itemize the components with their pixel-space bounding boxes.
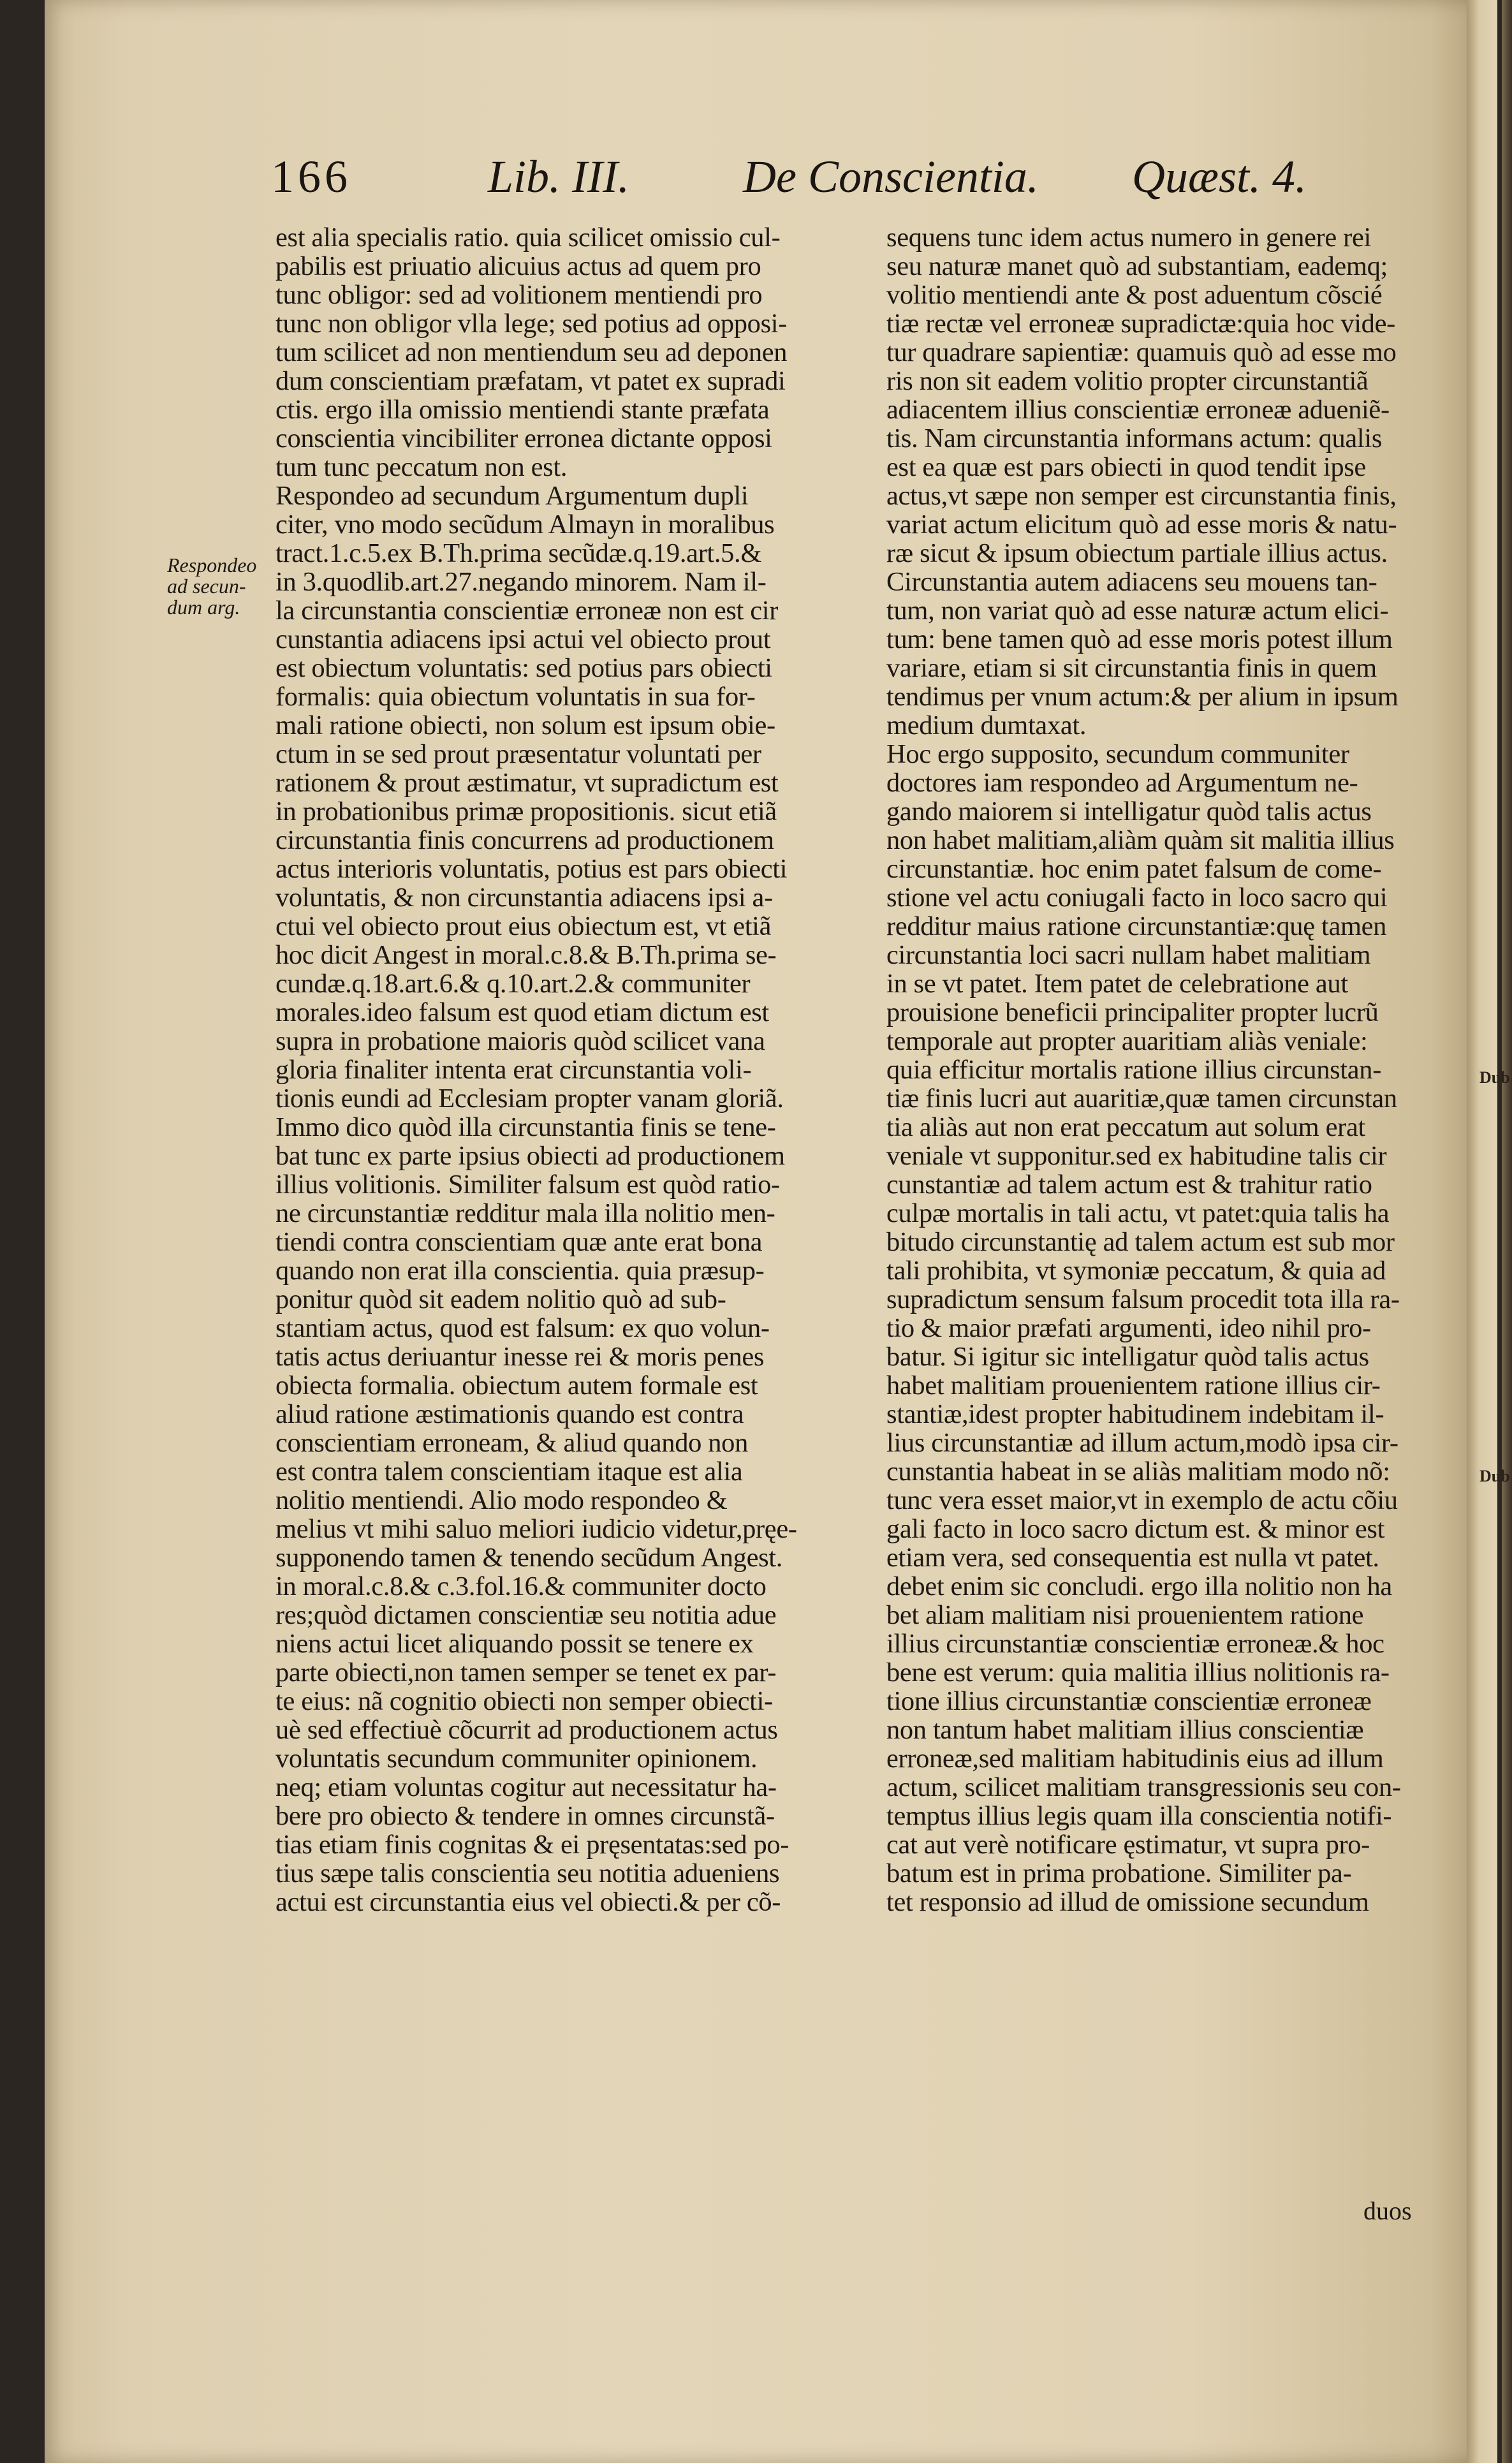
text-line: nolitio mentiendi. Alio modo respondeo & [275, 1485, 728, 1515]
text-line: actui est circunstantia eius vel obiecti.& per cõ- [275, 1887, 781, 1917]
margin-note-line: dum arg. [167, 596, 240, 619]
text-line: tum, non variat quò ad esse naturæ actum elici- [886, 596, 1389, 626]
text-line: ponitur quòd sit eadem nolitio quò ad sub- [275, 1284, 726, 1314]
text-line: variat actum elicitum quò ad esse moris & natu- [886, 510, 1397, 540]
text-line: tatis actus deriuantur inesse rei & moris penes [275, 1342, 765, 1372]
text-line: Immo dico quòd illa circunstantia finis se tene- [275, 1112, 776, 1142]
text-line: tiæ rectæ vel erroneæ supradictæ:quia hoc vide- [886, 309, 1395, 339]
text-line: tio & maior præfati argumenti, ideo nihil pro- [886, 1313, 1371, 1343]
text-line: illius circunstantiæ conscientiæ erroneæ.& hoc [886, 1629, 1384, 1659]
text-line: supra in probatione maioris quòd scilicet vana [275, 1026, 765, 1056]
text-line: pabilis est priuatio alicuius actus ad quem pro [275, 251, 761, 281]
text-line: quando non erat illa conscientia. quia præsup- [275, 1256, 765, 1286]
text-line: culpæ mortalis in tali actu, vt patet:quia talis ha [886, 1198, 1390, 1228]
text-line: te eius: nã cognitio obiecti non semper obiecti- [275, 1686, 773, 1716]
text-line: tunc non obligor vlla lege; sed potius ad opposi- [275, 309, 788, 339]
text-line: tunc obligor: sed ad volitionem mentiendi pro [275, 280, 763, 310]
left-column [275, 223, 853, 1916]
text-line: est obiectum voluntatis: sed potius pars obiecti [275, 653, 772, 683]
text-line: tius sæpe talis conscientia seu notitia adueniens [275, 1858, 780, 1888]
text-line: bene est verum: quia malitia illius nolitionis ra- [886, 1658, 1390, 1687]
text-line: non tantum habet malitiam illius conscientiæ [886, 1715, 1364, 1745]
adjacent-page-fragment: Dub [1479, 1467, 1510, 1485]
text-line: est contra talem conscientiam itaque est alia [275, 1457, 743, 1487]
margin-note-line: ad secun- [167, 575, 246, 598]
text-line: bere pro obiecto & tendere in omnes circunstã- [275, 1801, 775, 1831]
adjacent-page-edge [1467, 0, 1510, 2463]
text-line: temptus illius legis quam illa conscientia notifi- [886, 1801, 1392, 1831]
text-line: circunstantia finis concurrens ad productionem [275, 825, 774, 855]
text-line: volitio mentiendi ante & post aduentum cõscié [886, 280, 1383, 310]
text-line: quia efficitur mortalis ratione illius circunstan- [886, 1055, 1381, 1085]
text-line: in 3.quodlib.art.27.negando minorem. Nam il- [275, 567, 767, 597]
text-line: doctores iam respondeo ad Argumentum ne- [886, 768, 1358, 798]
margin-note-line: Respondeo [167, 554, 257, 577]
text-line: in se vt patet. Item patet de celebratione aut [886, 969, 1348, 999]
text-line: est alia specialis ratio. quia scilicet omissio cul- [275, 223, 781, 253]
page-title: De Conscientia. [743, 151, 1039, 202]
text-line: stione vel actu coniugali facto in loco sacro qui [886, 883, 1388, 913]
text-line: supradictum sensum falsum procedit tota illa ra- [886, 1284, 1400, 1314]
text-line: sequens tunc idem actus numero in genere rei [886, 223, 1371, 253]
text-line: bitudo circunstantię ad talem actum est sub mor [886, 1227, 1395, 1257]
page-gutter-edge [1502, 0, 1512, 2463]
text-line: conscientia vincibiliter erronea dictante opposi [275, 423, 772, 453]
running-header [271, 148, 1307, 205]
text-line: conscientiam erroneam, & aliud quando non [275, 1428, 748, 1458]
text-line: Hoc ergo supposito, secundum communiter [886, 739, 1349, 769]
text-line: ris non sit eadem volitio propter circunstantiã [886, 366, 1369, 396]
text-line: habet malitiam prouenientem ratione illius cir- [886, 1371, 1381, 1401]
text-line: ctis. ergo illa omissio mentiendi stante præfata [275, 395, 770, 425]
catchword: duos [1363, 2196, 1412, 2225]
text-line: illius volitionis. Similiter falsum est quòd ratio- [275, 1170, 780, 1200]
text-line: rationem & prout æstimatur, vt supradictum est [275, 768, 779, 798]
text-line: tract.1.c.5.ex B.Th.prima secũdæ.q.19.art.5.& [275, 538, 762, 568]
text-line: tiendi contra conscientiam quæ ante erat bona [275, 1227, 763, 1257]
text-line: in moral.c.8.& c.3.fol.16.& communiter docto [275, 1571, 767, 1601]
text-line: tiæ finis lucri aut auaritiæ,quæ tamen circunstan [886, 1084, 1397, 1114]
text-line: cunstantia adiacens ipsi actui vel obiecto prout [275, 624, 771, 654]
text-line: Respondeo ad secundum Argumentum dupli [275, 481, 749, 511]
text-line: stantiam actus, quod est falsum: ex quo volun- [275, 1313, 770, 1343]
book-label: Lib. III. [488, 151, 629, 202]
text-line: tis. Nam circunstantia informans actum: qualis [886, 423, 1383, 453]
text-line: circunstantia loci sacri nullam habet malitiam [886, 940, 1371, 970]
text-line: batur. Si igitur sic intelligatur quòd talis actus [886, 1342, 1369, 1372]
text-line: actus interioris voluntatis, potius est pars obiecti [275, 854, 788, 884]
text-line: cunstantia habeat in se aliàs malitiam modo nõ: [886, 1457, 1390, 1487]
text-line: citer, vno modo secũdum Almayn in moralibus [275, 510, 775, 540]
text-line: melius vt mihi saluo meliori iudicio videtur,pręe- [275, 1514, 797, 1544]
text-line: tali prohibita, vt symoniæ peccatum, & quia ad [886, 1256, 1386, 1286]
text-line: tum tunc peccatum non est. [275, 452, 568, 482]
text-line: erroneæ,sed malitiam habitudinis eius ad illum [886, 1744, 1384, 1774]
text-line: res;quòd dictamen conscientiæ seu notitia adue [275, 1600, 777, 1630]
text-line: la circunstantia conscientiæ erroneæ non est cir [275, 596, 779, 626]
text-line: est ea quæ est pars obiecti in quod tendit ipse [886, 452, 1366, 482]
text-line: debet enim sic concludi. ergo illa nolitio non ha [886, 1571, 1392, 1601]
text-line: prouisione beneficii principaliter propter lucrũ [886, 997, 1379, 1027]
text-line: gando maiorem si intelligatur quòd talis actus [886, 797, 1372, 827]
right-column [886, 223, 1464, 1916]
text-line: tionis eundi ad Ecclesiam propter vanam gloriã. [275, 1084, 784, 1114]
text-line: etiam vera, sed consequentia est nulla vt patet. [886, 1543, 1379, 1573]
text-line: batum est in prima probatione. Similiter pa- [886, 1858, 1352, 1888]
text-line: variare, etiam si sit circunstantia finis in quem [886, 653, 1377, 683]
text-line: veniale vt supponitur.sed ex habitudine talis cir [886, 1141, 1387, 1171]
text-line: gali facto in loco sacro dictum est. & minor est [886, 1514, 1385, 1544]
text-line: tum: bene tamen quò ad esse moris potest illum [886, 624, 1393, 654]
text-line: in probationibus primæ propositionis. sicut etiã [275, 797, 777, 827]
text-line: medium dumtaxat. [886, 710, 1087, 740]
page-number: 166 [271, 151, 351, 202]
text-line: dum conscientiam præfatam, vt patet ex supradi [275, 366, 786, 396]
text-line: voluntatis, & non circunstantia adiacens ipsi a- [275, 883, 773, 913]
text-line: mali ratione obiecti, non solum est ipsum obie- [275, 710, 775, 740]
text-line: ctui vel obiecto prout eius obiectum est, vt etiã [275, 911, 772, 941]
text-line: cundæ.q.18.art.6.& q.10.art.2.& communiter [275, 969, 751, 999]
text-line: lius circunstantiæ ad illum actum,modò ipsa cir- [886, 1428, 1398, 1458]
text-line: parte obiecti,non tamen semper se tenet ex par- [275, 1658, 777, 1687]
text-line: aliud ratione æstimationis quando est contra [275, 1399, 744, 1429]
text-line: actum, scilicet malitiam transgressionis seu con- [886, 1772, 1401, 1802]
text-line: stantiæ,idest propter habitudinem indebitam il- [886, 1399, 1384, 1429]
margin-note [167, 555, 260, 618]
text-line: uè sed effectiuè cõcurrit ad productionem actus [275, 1715, 778, 1745]
question-label: Quæst. 4. [1132, 151, 1307, 202]
text-line: circunstantiæ. hoc enim patet falsum de come- [886, 854, 1382, 884]
text-line: supponendo tamen & tenendo secũdum Angest. [275, 1543, 783, 1573]
text-line: tum scilicet ad non mentiendum seu ad deponen [275, 337, 788, 367]
text-line: ræ sicut & ipsum obiectum partiale illius actus. [886, 538, 1388, 568]
text-line: cat aut verè notificare ęstimatur, vt supra pro- [886, 1830, 1370, 1860]
text-line: bat tunc ex parte ipsius obiecti ad productionem [275, 1141, 785, 1171]
text-line: seu naturæ manet quò ad substantiam, eademq; [886, 251, 1388, 281]
text-line: bet aliam malitiam nisi prouenientem ratione [886, 1600, 1364, 1630]
text-line: neq; etiam voluntas cogitur aut necessitatur ha- [275, 1772, 777, 1802]
text-line: redditur maius ratione circunstantiæ:quę tamen [886, 911, 1387, 941]
text-line: tias etiam finis cognitas & ei pręsentatas:sed po- [275, 1830, 789, 1860]
text-line: hoc dicit Angest in moral.c.8.& B.Th.prima se- [275, 940, 777, 970]
text-line: actus,vt sæpe non semper est circunstantia finis, [886, 481, 1397, 511]
text-line: temporale aut propter auaritiam aliàs veniale: [886, 1026, 1368, 1056]
text-line: tione illius circunstantiæ conscientiæ erroneæ [886, 1686, 1372, 1716]
text-line: niens actui licet aliquando possit se tenere ex [275, 1629, 754, 1659]
adjacent-page-fragment: Dub [1479, 1068, 1510, 1087]
text-line: ne circunstantiæ redditur mala illa nolitio men- [275, 1198, 775, 1228]
text-line: morales.ideo falsum est quod etiam dictum est [275, 997, 769, 1027]
text-line: Circunstantia autem adiacens seu mouens tan- [886, 567, 1377, 597]
text-line: cunstantiæ ad talem actum est & trahitur ratio [886, 1170, 1372, 1200]
text-line: obiecta formalia. obiectum autem formale est [275, 1371, 758, 1401]
text-line: tet responsio ad illud de omissione secundum [886, 1887, 1369, 1917]
text-line: gloria finaliter intenta erat circunstantia voli- [275, 1055, 752, 1085]
text-line: tur quadrare sapientiæ: quamuis quò ad esse mo [886, 337, 1397, 367]
text-line: tia aliàs aut non erat peccatum aut solum erat [886, 1112, 1365, 1142]
text-line: adiacentem illius conscientiæ erroneæ adueniẽ- [886, 395, 1390, 425]
text-line: non habet malitiam,aliàm quàm sit malitia illius [886, 825, 1395, 855]
text-line: voluntatis secundum communiter opinionem. [275, 1744, 758, 1774]
text-line: tunc vera esset maior,vt in exemplo de actu cõiu [886, 1485, 1398, 1515]
text-line: formalis: quia obiectum voluntatis in sua for- [275, 682, 756, 712]
text-line: ctum in se sed prout præsentatur voluntati per [275, 739, 761, 769]
text-line: tendimus per vnum actum:& per alium in ipsum [886, 682, 1398, 712]
